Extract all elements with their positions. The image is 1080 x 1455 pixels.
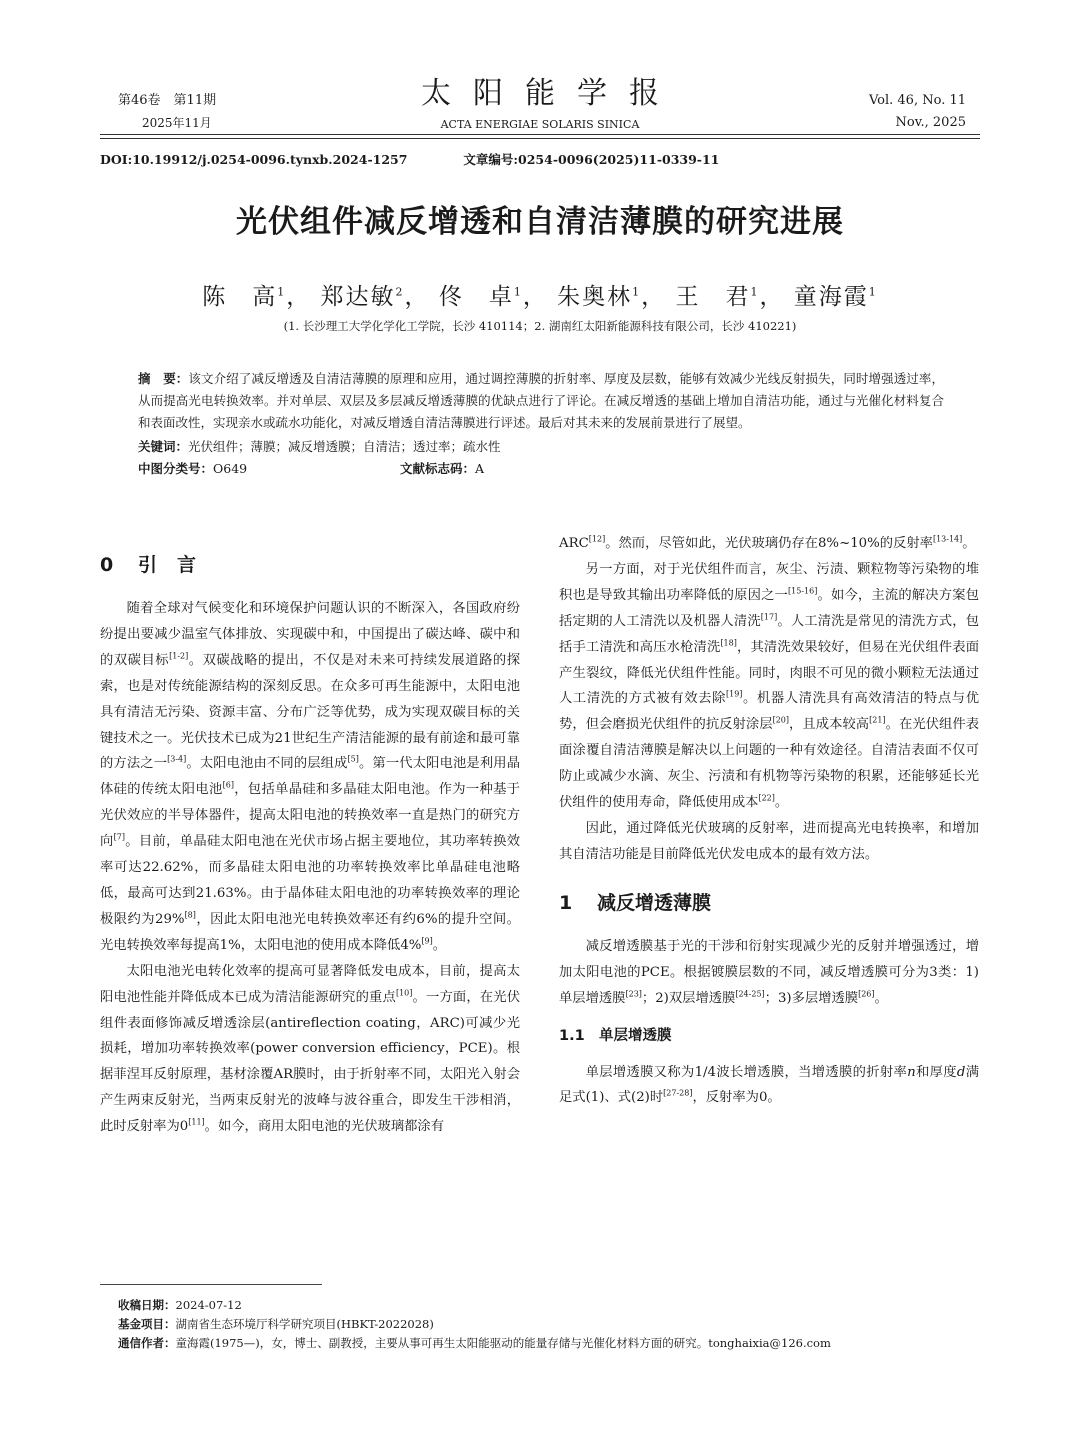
footnote-rule xyxy=(100,1284,322,1285)
body-paragraph: ARC[12]。然而，尽管如此，光伏玻璃仍存在8%~10%的反射率[13-14]。 xyxy=(559,534,976,551)
author: 朱奥林$^1$ xyxy=(557,284,642,310)
header-rule-thick xyxy=(100,134,980,135)
abstract-block xyxy=(138,368,944,480)
footnotes xyxy=(118,1296,978,1353)
header-rule-thin xyxy=(100,138,980,139)
right-column xyxy=(559,531,979,1111)
keywords: 关键词：光伏组件；薄膜；减反增透膜；自清洁；透过率；疏水性 xyxy=(138,439,501,454)
body-paragraph: 太阳电池光电转化效率的提高可显著降低发电成本，目前，提高太阳电池性能并降低成本已成为清洁能源研究的重点[10]。一方面，在光伏组件表面修饰减反增透涂层(antireflection coating，ARC)可减少光损耗，增加功率转换效率(power conversion efficiency，PCE)。根据菲涅耳反射原理，基材涂覆AR膜时，由于折射率不同，太阳光入射会产生两束反射光，当两束反射光的波峰与波谷重合，即发生干涉相消，此时反射率为0[11]。如今，商用太阳电池的光伏玻璃都涂有 xyxy=(100,963,521,1135)
clc-number: 中图分类号：O649 xyxy=(138,461,248,476)
article-number: 文章编号:0254-0096(2025)11-0339-11 xyxy=(463,152,720,167)
abstract xyxy=(138,368,944,434)
author: 陈 高$^1$ xyxy=(202,284,287,310)
affiliations: (1. 长沙理工大学化学化工学院，长沙 410114；2. 湖南红太阳新能源科技有限公司，长沙 410221) xyxy=(283,319,797,333)
body-paragraph: 另一方面，对于光伏组件而言，灰尘、污渍、颗粒物等污染物的堆积也是导致其输出功率降低的原因之一[15-16]。如今，主流的解决方案包括定期的人工清洗以及机器人清洗[17]。人工清洗是常见的清洗方式，包括手工清洗和高压水枪清洗[18]，其清洗效果较好，但易在光伏组件表面产生裂纹，降低光伏组件性能。同时，肉眼不可见的微小颗粒无法通过人工清洗的方式被有效去除[19]。机器人清洗具有高效清洁的特点与优势，但会磨损光伏组件的抗反射涂层[20]，且成本较高[21]。在光伏组件表面涂覆自清洁薄膜是解决以上问题的一种有效途径。自清洁表面不仅可防止或减少水滴、灰尘、污渍和有机物等污染物的积累，还能够延长光伏组件的使用寿命，降低使用成本[22]。 xyxy=(559,561,980,811)
volume-issue-cn: 第46卷 第11期 xyxy=(118,93,217,108)
section-heading-intro: 0 引言 xyxy=(100,554,217,576)
author: 佟 卓$^1$ xyxy=(438,284,523,310)
classification xyxy=(138,458,944,480)
body-paragraph: 单层增透膜又称为1/4波长增透膜，当增透膜的折射率n和厚度d满足式(1)、式(2)时[27-28]，反射率为0。 xyxy=(559,1064,979,1106)
journal-name xyxy=(360,74,720,134)
document-code: 文献标志码：A xyxy=(400,461,485,476)
abstract-text: 该文介绍了减反增透及自清洁薄膜的原理和应用，通过调控薄膜的折射率、厚度及层数，能够有效减少光线反射损失，同时增强透过率，从而提高光电转换效率。并对单层、双层及多层减反增透薄膜的优缺点进行了评论。在减反增透的基础上增加自清洁功能，通过与光催化材料复合和表面改性，实现亲水或疏水功能化，对减反增透自清洁薄膜进行评述。最后对其未来的发展前景进行了展望。 xyxy=(138,371,944,430)
section-heading-1-1: 1.1 单层增透膜 xyxy=(559,1027,672,1044)
left-column xyxy=(100,530,520,1140)
author-list: 陈 高$^1$， 郑达敏$^2$， 佟 卓$^1$， 朱奥林$^1$， 王 君$^1$， 童海霞$^1$ xyxy=(202,284,878,310)
fund-project: 基金项目：湖南省生态环境厅科学研究项目(HBKT-2022028) xyxy=(118,1317,434,1331)
author: 王 君$^1$ xyxy=(675,284,760,310)
doi: DOI:10.19912/j.0254-0096.tynxb.2024-1257 xyxy=(100,152,408,167)
journal-volume-en xyxy=(869,90,966,134)
journal-name-cn: 太阳能学报 xyxy=(421,76,681,111)
body-paragraph: 随着全球对气候变化和环境保护问题认识的不断深入，各国政府纷纷提出要减少温室气体排放、实现碳中和，中国提出了碳达峰、碳中和的双碳目标[1-2]。双碳战略的提出，不仅是对未来可持续发展道路的探索，也是对传统能源结构的深刻反思。在众多可再生能源中，太阳电池具有清洁无污染、资源丰富、分布广泛等优势，成为实现双碳目标的关键技术之一。光伏技术已成为21世纪生产清洁能源的最有前途和最可靠的方法之一[3-4]。太阳电池由不同的层组成[5]。第一代太阳电池是利用晶体硅的传统太阳电池[6]，包括单晶硅和多晶硅太阳电池。作为一种基于光伏效应的半导体器件，提高太阳电池的转换效率一直是热门的研究方向[7]。目前，单晶硅太阳电池在光伏市场占据主要地位，其功率转换效率可达22.62%，而多晶硅太阳电池的功率转换效率比单晶硅电池略低，最高可达到21.63%。由于晶体硅太阳电池的功率转换效率的理论极限约为29%[8]，因此太阳电池光电转换效率还有约6%的提升空间。光电转换效率每提高1%，太阳电池的使用成本降低4%[9]。 xyxy=(100,601,521,953)
body-paragraph: 因此，通过降低光伏玻璃的反射率，进而提高光电转换率，和增加其自清洁功能是目前降低光伏发电成本的最有效方法。 xyxy=(559,820,979,862)
section-heading-1: 1 减反增透薄膜 xyxy=(559,891,712,914)
abstract-label: 摘 要： xyxy=(138,371,189,386)
author: 童海霞$^1$ xyxy=(793,284,878,310)
journal-name-en: ACTA ENERGIAE SOLARIS SINICA xyxy=(440,118,640,131)
body-paragraph: 减反增透膜基于光的干涉和衍射实现减少光的反射并增强透过，增加太阳电池的PCE。根据镀膜层数的不同，减反增透膜可分为3类：1)单层增透膜[23]；2)双层增透膜[24-25]；3)多层增透膜[26]。 xyxy=(559,938,979,1006)
doi-line xyxy=(100,150,980,168)
date-en: Nov., 2025 xyxy=(895,115,966,130)
corresponding-author: 通信作者：童海霞(1975—)，女，博士、副教授，主要从事可再生太阳能驱动的能量存储与光催化材料方面的研究。tonghaixia@126.com xyxy=(118,1336,831,1350)
date-cn: 2025年11月 xyxy=(142,116,212,130)
volume-issue-en: Vol. 46, No. 11 xyxy=(868,93,966,108)
journal-volume-cn xyxy=(118,90,216,134)
author: 郑达敏$^2$ xyxy=(320,284,405,310)
paper-title: 光伏组件减反增透和自清洁薄膜的研究进展 xyxy=(236,204,844,240)
received-date: 收稿日期：2024-07-12 xyxy=(118,1298,242,1312)
